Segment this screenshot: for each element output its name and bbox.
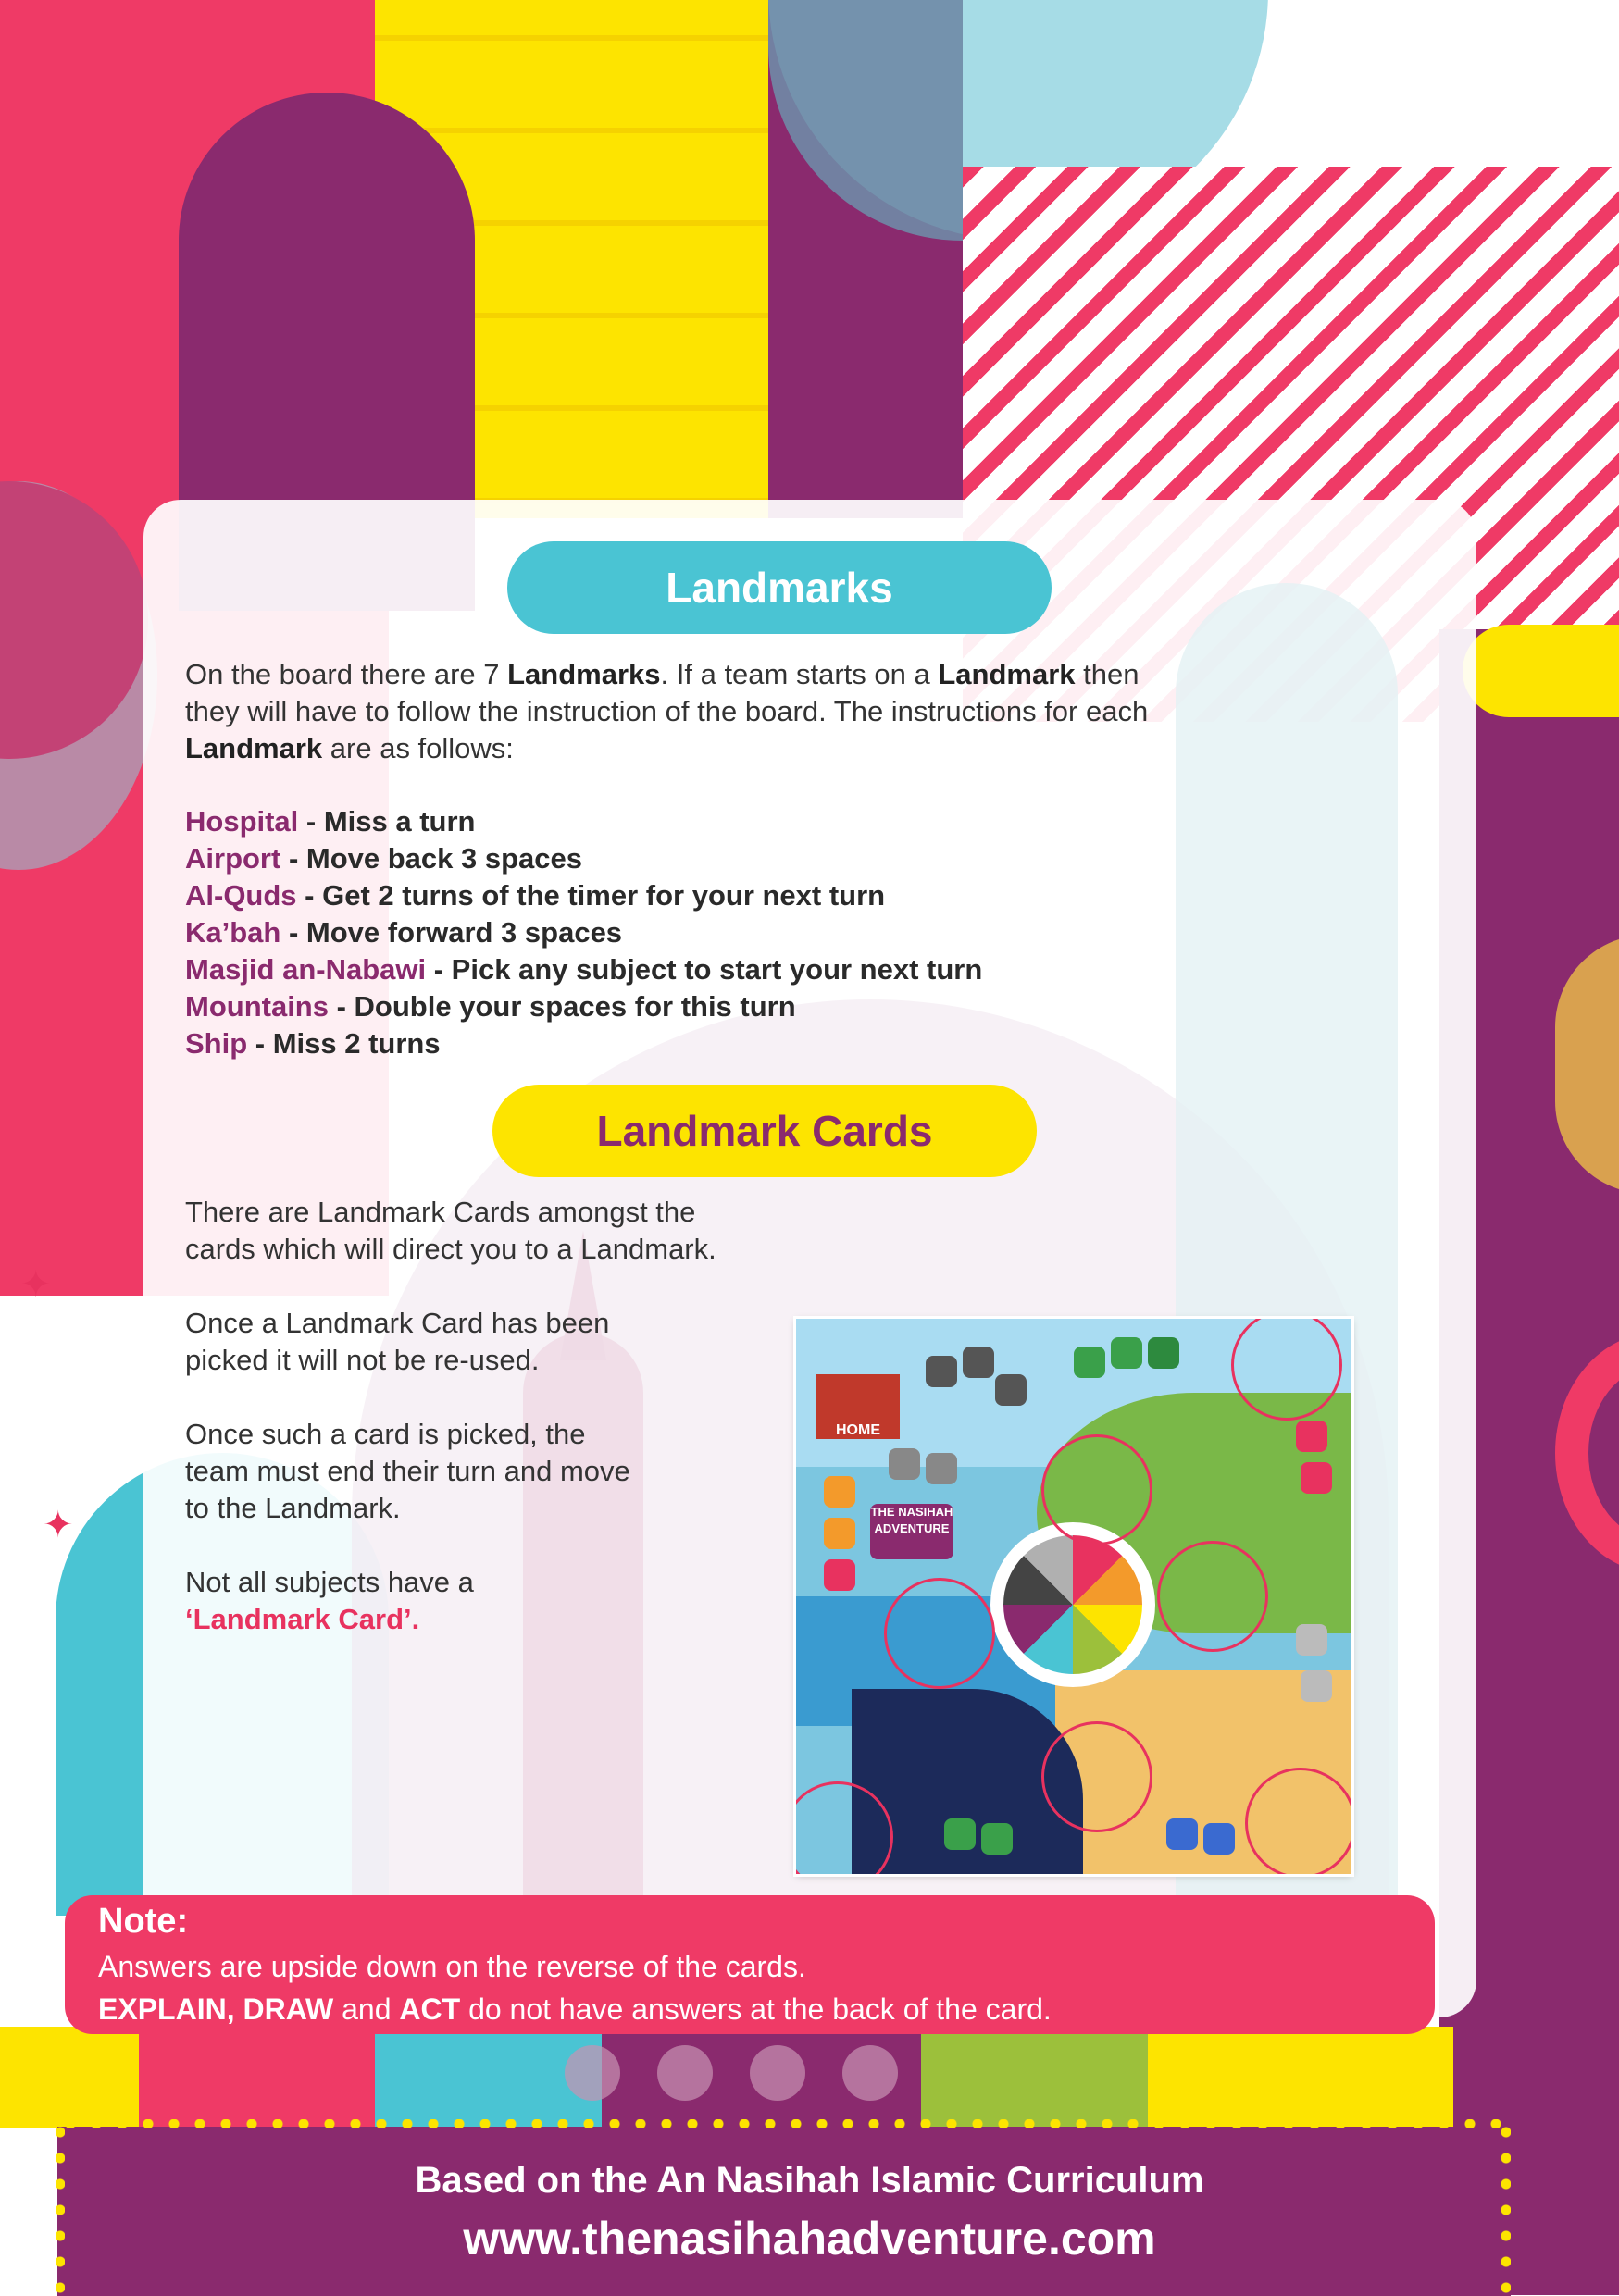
cards-paragraph-2: Once a Landmark Card has been picked it will not be re-used. bbox=[185, 1307, 610, 1376]
landmark-ring-masjid bbox=[1041, 1721, 1152, 1832]
list-item: Ka’bah - Move forward 3 spaces bbox=[185, 916, 623, 949]
note-title: Note: bbox=[98, 1902, 189, 1941]
landmark-ring-al-quds bbox=[1157, 1541, 1268, 1652]
bg-strip-pink bbox=[139, 2027, 380, 2128]
landmark-card-highlight: ‘Landmark Card’. bbox=[185, 1603, 420, 1635]
landmark-ring-ship bbox=[884, 1578, 995, 1689]
bg-right-yellow bbox=[1463, 625, 1619, 717]
cards-paragraph-4: Not all subjects have a ‘Landmark Card’. bbox=[185, 1564, 741, 1638]
landmarks-heading: Landmarks bbox=[507, 541, 1052, 634]
footer-curriculum-text: Based on the An Nasihah Islamic Curriculum bbox=[415, 2160, 1204, 2201]
landmark-ring-hospital bbox=[1041, 1434, 1152, 1545]
game-board-image bbox=[796, 1319, 1351, 1874]
footer-website-link[interactable]: www.thenasihahadventure.com bbox=[463, 2213, 1156, 2265]
list-item: Airport - Move back 3 spaces bbox=[185, 842, 582, 875]
bg-strip-yellow-right bbox=[1148, 2027, 1453, 2128]
bg-strip-yellow bbox=[0, 2027, 148, 2128]
list-item: Masjid an-Nabawi - Pick any subject to start your next turn bbox=[185, 953, 983, 986]
landmark-ring-kabah bbox=[1245, 1768, 1351, 1874]
subject-wheel-icon bbox=[990, 1522, 1155, 1687]
board-logo: THE NASIHAH ADVENTURE bbox=[870, 1504, 953, 1559]
sparkle-icon: ✦ bbox=[20, 1264, 52, 1305]
landmark-cards-heading: Landmark Cards bbox=[492, 1085, 1037, 1177]
landmark-instruction-list bbox=[185, 803, 1250, 1062]
list-item: Al-Quds - Get 2 turns of the timer for your next turn bbox=[185, 879, 886, 912]
list-item: Ship - Miss 2 turns bbox=[185, 1027, 441, 1060]
list-item: Hospital - Miss a turn bbox=[185, 805, 476, 838]
sparkle-icon: ✦ bbox=[43, 1505, 74, 1545]
footer-dotted-border-left bbox=[56, 2119, 65, 2296]
note-line-1: Answers are upside down on the reverse of the cards. bbox=[98, 1950, 806, 1983]
landmarks-intro: On the board there are 7 Landmarks. If a team starts on a Landmark then they will have to follow the instruction of the board. The instructions for each Landmark are as follows: bbox=[185, 658, 1149, 764]
list-item: Mountains - Double your spaces for this turn bbox=[185, 990, 796, 1023]
footer-dotted-border bbox=[57, 2119, 1511, 2128]
note-line-2: EXPLAIN, DRAW and ACT do not have answers at the back of the card. bbox=[98, 1992, 1052, 2026]
board-home-label: HOME bbox=[816, 1374, 900, 1439]
bg-strip-green bbox=[921, 2027, 1152, 2128]
cards-paragraph-3: Once such a card is picked, the team must end their turn and move to the Landmark. bbox=[185, 1418, 630, 1524]
bg-dots-row bbox=[565, 2045, 953, 2101]
cards-paragraph-1: There are Landmark Cards amongst the cards which will direct you to a Landmark. bbox=[185, 1196, 716, 1265]
footer-dotted-border-right bbox=[1501, 2119, 1511, 2296]
